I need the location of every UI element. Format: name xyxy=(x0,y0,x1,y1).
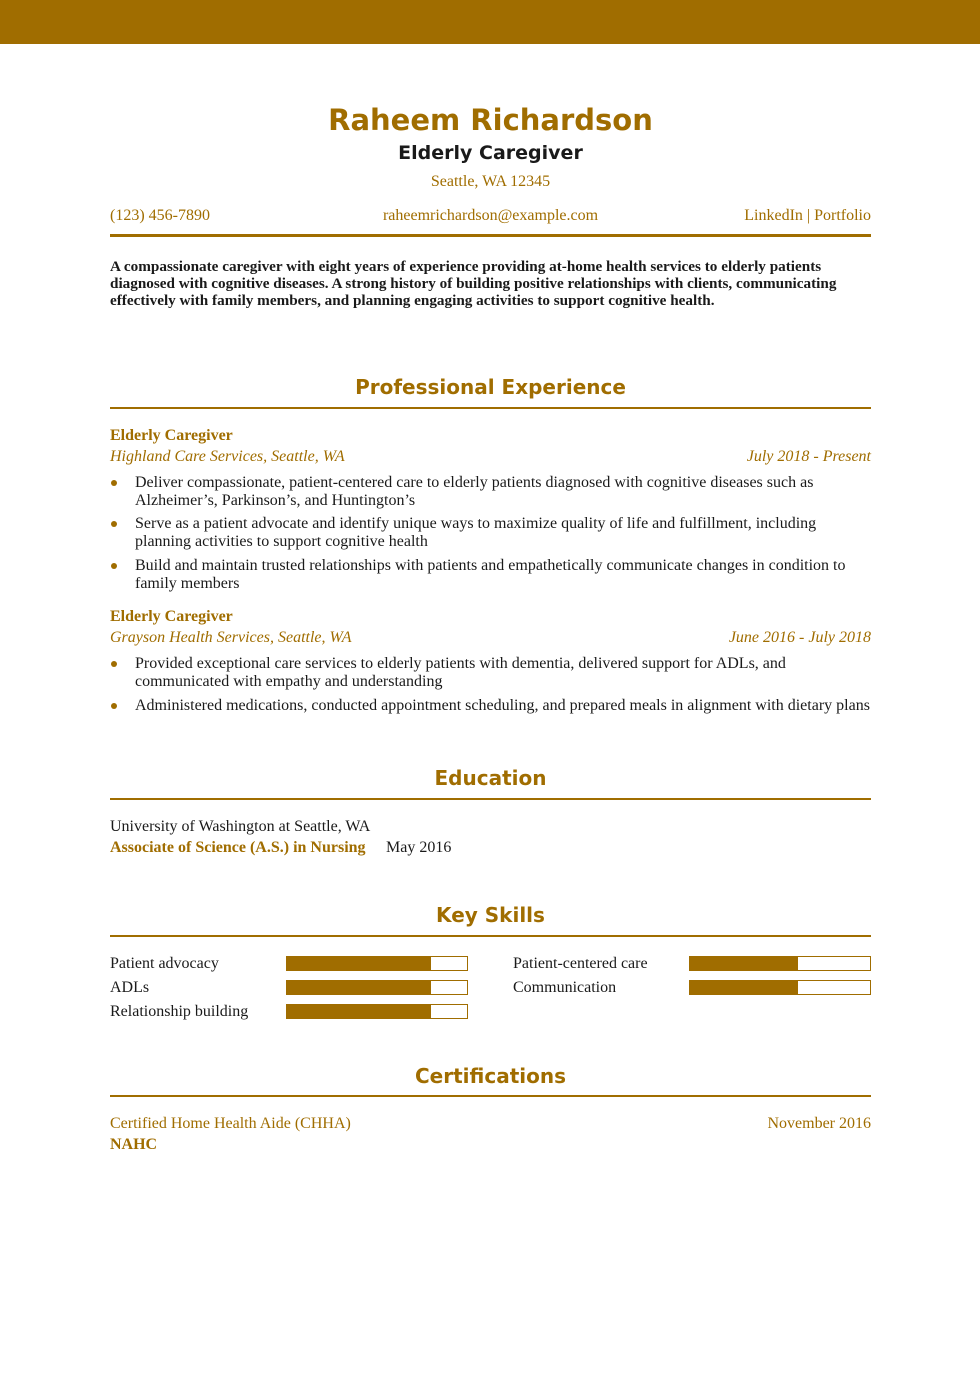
job-1-bullet-3 xyxy=(110,557,871,593)
bullet-text: Build and maintain trusted relationships with patients and empathetically communicate changes in condition to family members xyxy=(135,557,846,592)
skill-level-fill xyxy=(690,957,798,970)
education-divider xyxy=(110,798,871,800)
skill-bar-adls xyxy=(286,980,468,995)
skill-label-patient-advocacy: Patient advocacy xyxy=(110,955,219,972)
certification-date: November 2016 xyxy=(767,1115,871,1132)
candidate-title: Elderly Caregiver xyxy=(398,142,583,164)
email-link[interactable]: raheemrichardson@example.com xyxy=(382,207,599,224)
education-degree: Associate of Science (A.S.) in Nursing xyxy=(110,839,366,856)
skill-level-fill xyxy=(690,981,798,994)
education-school: University of Washington at Seattle, WA xyxy=(110,818,371,835)
experience-divider xyxy=(110,407,871,409)
bullet-text: Serve as a patient advocate and identify unique ways to maximize quality of life and fulfillment, including planning activities to support cognitive health xyxy=(135,515,817,550)
certifications-heading: Certifications xyxy=(415,1064,566,1088)
profile-links[interactable]: LinkedIn | Portfolio xyxy=(744,207,871,224)
summary-text: A compassionate caregiver with eight years of experience providing at-home health services to elderly patients diagnosed with cognitive diseases. A strong history of building positive relationships with clients, communicating effectively with family members, and planning engaging activities to support cognitive health. xyxy=(110,258,837,309)
skill-label-adls: ADLs xyxy=(110,979,150,996)
job-1-bullet-1 xyxy=(110,474,871,510)
education-date: May 2016 xyxy=(386,839,452,856)
phone-number: (123) 456-7890 xyxy=(110,207,210,224)
skill-bar-relationship-building xyxy=(286,1004,468,1019)
top-accent-bar xyxy=(0,0,980,44)
job-2-bullet-1 xyxy=(110,655,871,691)
contact-row xyxy=(110,207,871,229)
skills-heading: Key Skills xyxy=(436,903,545,927)
certifications-divider xyxy=(110,1095,871,1097)
bullet-text: Administered medications, conducted appointment scheduling, and prepared meals in alignment with dietary plans xyxy=(135,697,870,714)
candidate-location: Seattle, WA 12345 xyxy=(430,173,551,190)
header-divider xyxy=(110,234,871,237)
bullet-dot-icon xyxy=(111,563,117,569)
skill-bar-communication xyxy=(689,980,871,995)
experience-heading: Professional Experience xyxy=(355,375,626,399)
bullet-dot-icon xyxy=(111,703,117,709)
job-2-dates: June 2016 - July 2018 xyxy=(728,629,871,646)
skill-bar-patient-centered-care xyxy=(689,956,871,971)
bullet-dot-icon xyxy=(111,480,117,486)
candidate-name: Raheem Richardson xyxy=(328,103,653,137)
skills-divider xyxy=(110,935,871,937)
skill-bar-patient-advocacy xyxy=(286,956,468,971)
bullet-text: Provided exceptional care services to elderly patients with dementia, delivered support for ADLs, and communicated with empathy and understanding xyxy=(135,655,786,690)
skill-label-relationship-building: Relationship building xyxy=(110,1003,249,1020)
job-1-bullet-2 xyxy=(110,515,871,551)
skill-label-communication: Communication xyxy=(513,979,617,996)
job-1-dates: July 2018 - Present xyxy=(746,448,871,465)
certification-name: Certified Home Health Aide (CHHA) xyxy=(110,1115,351,1132)
job-1-title: Elderly Caregiver xyxy=(110,427,233,444)
bullet-dot-icon xyxy=(111,521,117,527)
job-2-company: Grayson Health Services, Seattle, WA xyxy=(110,629,352,646)
bullet-text: Deliver compassionate, patient-centered care to elderly patients diagnosed with cognitive diseases such as Alzheimer’s, Parkinson’s, and Huntington’s xyxy=(135,474,814,509)
skill-level-fill xyxy=(287,957,431,970)
skill-level-fill xyxy=(287,1005,431,1018)
job-2-bullet-2 xyxy=(110,697,871,715)
skill-level-fill xyxy=(287,981,431,994)
skill-label-patient-centered-care: Patient-centered care xyxy=(513,955,648,972)
job-2-title: Elderly Caregiver xyxy=(110,608,233,625)
education-heading: Education xyxy=(434,766,547,790)
certification-org: NAHC xyxy=(110,1136,158,1153)
bullet-dot-icon xyxy=(111,661,117,667)
job-1-company: Highland Care Services, Seattle, WA xyxy=(110,448,345,465)
